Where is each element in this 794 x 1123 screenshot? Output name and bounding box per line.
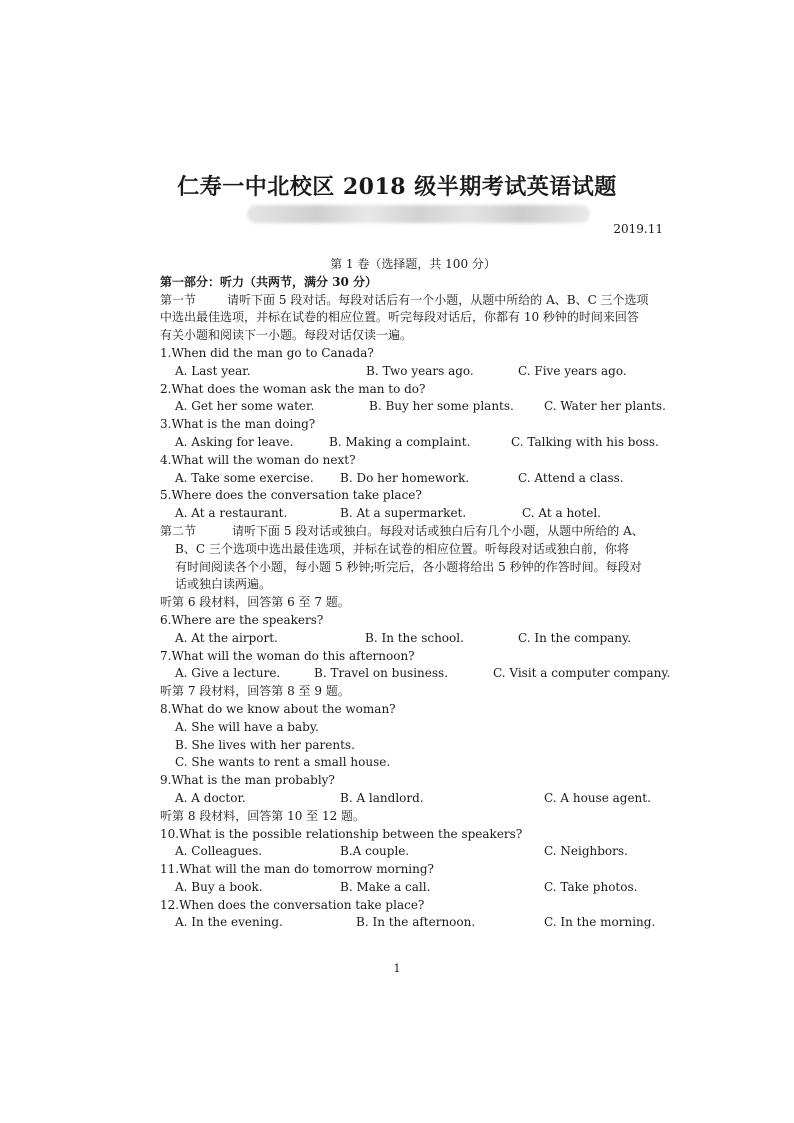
- section1-instructions: [160, 292, 666, 310]
- section2-line: 有时间阅读各个小题，每小题 5 秒钟;听完后，各小题将给出 5 秒钟的作答时间。每段对: [175, 559, 642, 574]
- section2-line: B、C 三个选项中选出最佳选项，并标在试卷的相应位置。听每段对话或独白前，你将: [175, 541, 629, 556]
- question-12: 12.When does the conversation take place?: [160, 897, 425, 912]
- option-b: B. Travel on business.: [314, 666, 449, 681]
- question-2: 2.What does the woman ask the man to do?: [160, 381, 426, 396]
- options-4: [160, 470, 666, 488]
- option-c: C. Five years ago.: [518, 363, 627, 378]
- option-c: C. Take photos.: [544, 879, 638, 894]
- option-b: B. In the school.: [365, 630, 464, 645]
- option-a: A. Last year.: [175, 363, 251, 378]
- option-a: A. Buy a book.: [175, 879, 263, 894]
- question-3: 3.What is the man doing?: [160, 417, 316, 432]
- option-a: A. Colleagues.: [175, 844, 263, 859]
- exam-date: 2019.11: [613, 222, 663, 236]
- section2-label: 第二节: [160, 523, 197, 538]
- options-3: [160, 434, 666, 452]
- option-a: A. In the evening.: [175, 915, 283, 930]
- redacted-subtitle: [247, 205, 590, 223]
- option-b: B. Two years ago.: [366, 363, 474, 378]
- option-c: C. In the company.: [518, 630, 632, 645]
- option-c: C. Visit a computer company.: [493, 666, 671, 681]
- option-b: B. A landlord.: [340, 790, 424, 805]
- option-c: C. A house agent.: [544, 790, 651, 805]
- option-b: B. Do her homework.: [340, 470, 470, 485]
- options-7: [160, 665, 671, 683]
- option-b: B. Making a complaint.: [329, 434, 471, 449]
- option-b: B. Buy her some plants.: [369, 399, 514, 414]
- option-a: A. Give a lecture.: [175, 666, 281, 681]
- section2-line: 话或独白读两遍。: [175, 577, 272, 592]
- question-8: 8.What do we know about the woman?: [160, 701, 396, 716]
- section1-line: 请听下面 5 段对话。每段对话后有一个小题，从题中所给的 A、B、C 三个选项: [227, 292, 649, 307]
- exam-content: [160, 256, 671, 932]
- section2-instructions: [160, 523, 666, 541]
- option-c: C. She wants to rent a small house.: [175, 755, 391, 770]
- question-11: 11.What will the man do tomorrow morning?: [160, 862, 434, 877]
- options-12: [160, 914, 666, 932]
- option-c: C. Neighbors.: [544, 844, 628, 859]
- question-4: 4.What will the woman do next?: [160, 452, 356, 467]
- question-9: 9.What is the man probably?: [160, 773, 335, 788]
- option-a: A. A doctor.: [175, 790, 246, 805]
- option-b: B. Make a call.: [340, 879, 431, 894]
- page-number: 1: [393, 962, 401, 975]
- section1-line: 中选出最佳选项，并标在试卷的相应位置。听完每段对话后，你都有 10 秒钟的时间来回答: [160, 310, 639, 325]
- option-a: A. At the airport.: [175, 630, 278, 645]
- question-6: 6.Where are the speakers?: [160, 612, 324, 627]
- options-11: [160, 879, 666, 897]
- material-7-note: 听第 7 段材料，回答第 8 至 9 题。: [160, 684, 350, 699]
- section1-label: 第一节: [160, 292, 197, 307]
- question-10: 10.What is the possible relationship between the speakers?: [160, 826, 523, 841]
- option-b: B.A couple.: [340, 844, 410, 859]
- options-2: [160, 398, 666, 416]
- option-b: B. In the afternoon.: [356, 915, 476, 930]
- options-5: [160, 505, 666, 523]
- section1-line: 有关小题和阅读下一小题。每段对话仅读一遍。: [160, 328, 413, 343]
- options-10: [160, 843, 666, 861]
- section2-line: 请听下面 5 段对话或独白。每段对话或独白后有几个小题，从题中所给的 A、: [232, 523, 644, 538]
- option-b: B. At a supermarket.: [340, 506, 467, 521]
- option-a: A. Take some exercise.: [175, 470, 314, 485]
- material-8-note: 听第 8 段材料，回答第 10 至 12 题。: [160, 808, 366, 823]
- option-a: A. Asking for leave.: [175, 434, 294, 449]
- options-6: [160, 630, 666, 648]
- material-6-note: 听第 6 段材料，回答第 6 至 7 题。: [160, 595, 350, 610]
- question-1: 1.When did the man go to Canada?: [160, 345, 374, 360]
- options-9: [160, 790, 666, 808]
- volume-heading: 第 1 卷（选择题，共 100 分）: [330, 257, 496, 271]
- option-c: C. In the morning.: [544, 915, 656, 930]
- option-a: A. Get her some water.: [175, 399, 315, 414]
- option-c: C. Talking with his boss.: [511, 434, 659, 449]
- question-5: 5.Where does the conversation take place?: [160, 488, 422, 503]
- option-c: C. At a hotel.: [522, 506, 601, 521]
- option-a: A. At a restaurant.: [175, 506, 288, 521]
- option-c: C. Water her plants.: [544, 399, 666, 414]
- exam-title: 仁寿一中北校区 2018 级半期考试英语试题: [177, 174, 617, 200]
- part1-heading: 第一部分：听力（共两节，满分 30 分）: [160, 274, 378, 289]
- option-b: B. She lives with her parents.: [175, 737, 355, 752]
- option-a: A. She will have a baby.: [175, 719, 319, 734]
- question-7: 7.What will the woman do this afternoon?: [160, 648, 415, 663]
- options-1: [160, 363, 666, 381]
- option-c: C. Attend a class.: [518, 470, 624, 485]
